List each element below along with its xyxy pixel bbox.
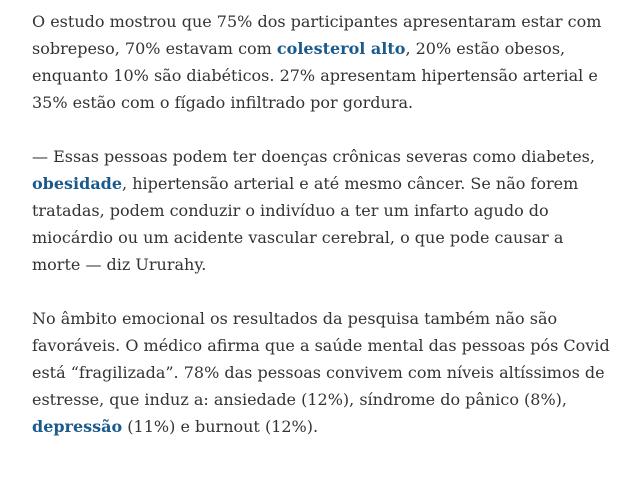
paragraph-stats bbox=[32, 8, 612, 116]
paragraph-text: (11%) e burnout (12%). bbox=[122, 417, 319, 436]
paragraph-text: No âmbito emocional os resultados da pesquisa também não são favoráveis. O médico afirma que a saúde mental das pessoas pós Covid está “fragilizada”. 78% das pessoas convivem com níveis altíssimos de estresse, que induz a: ansiedade (12%), síndrome do pânico (8%), bbox=[32, 309, 610, 409]
article-body bbox=[32, 8, 612, 440]
paragraph-text: , hipertensão arterial e até mesmo câncer. Se não forem tratadas, podem conduzir o indivíduo a ter um infarto agudo do miocárdio ou um acidente vascular cerebral, o que pode causar a morte — diz Ururahy. bbox=[32, 174, 579, 274]
paragraph-emotional bbox=[32, 305, 612, 440]
paragraph-quote bbox=[32, 143, 612, 278]
link-colesterol-alto[interactable]: colesterol alto bbox=[276, 39, 406, 58]
link-obesidade[interactable]: obesidade bbox=[32, 174, 123, 193]
paragraph-text: , 20% estão obesos, enquanto 10% são diabéticos. 27% apresentam hipertensão arterial e 35% estão com o fígado infiltrado por gordura. bbox=[32, 39, 598, 112]
paragraph-text: — Essas pessoas podem ter doenças crônicas severas como diabetes, bbox=[32, 147, 595, 166]
paragraph-text: O estudo mostrou que 75% dos participantes apresentaram estar com sobrepeso, 70% estavam com bbox=[32, 12, 602, 58]
link-depressao[interactable]: depressão bbox=[32, 417, 123, 436]
